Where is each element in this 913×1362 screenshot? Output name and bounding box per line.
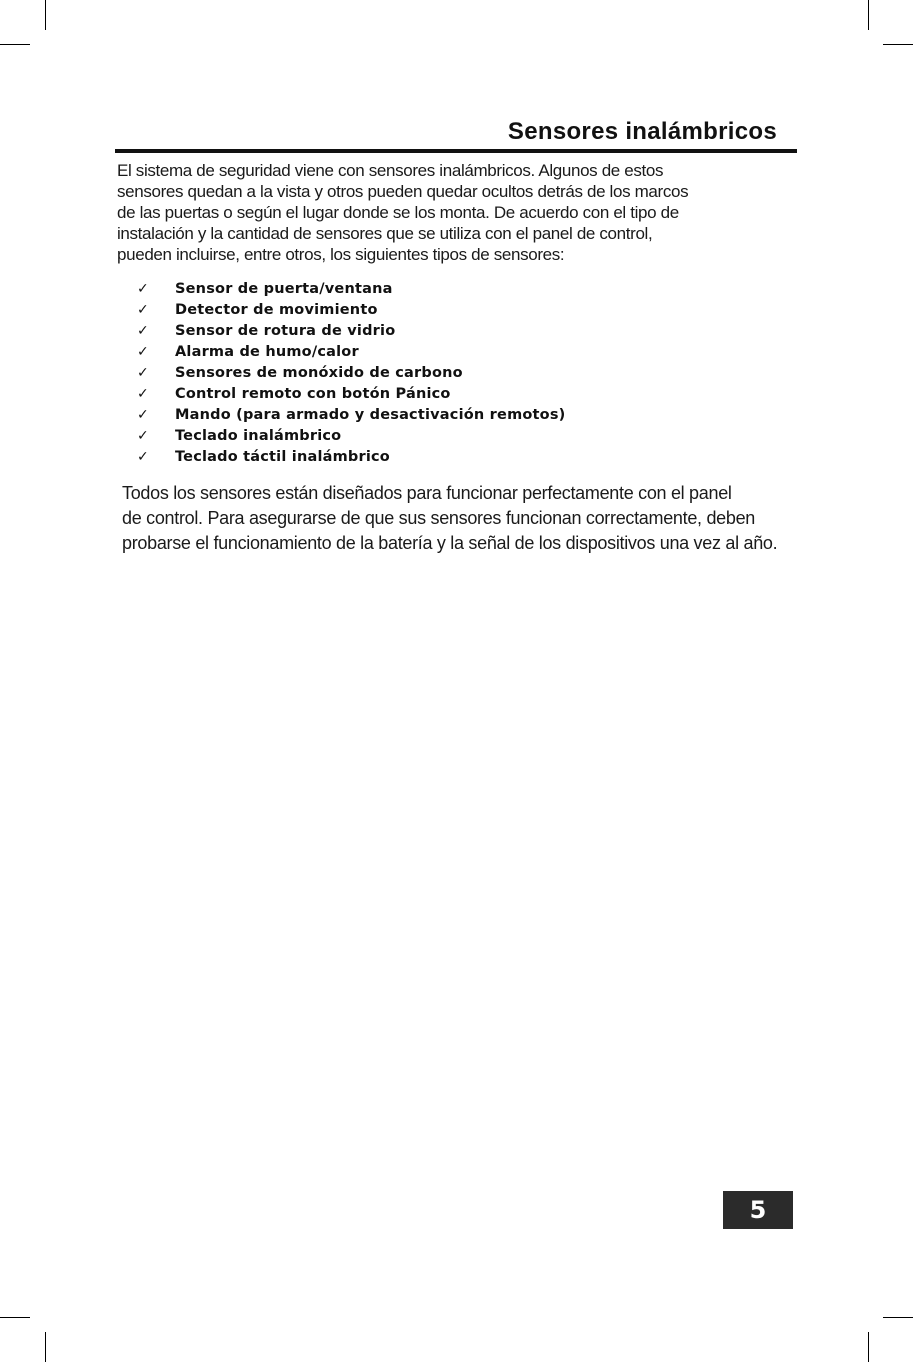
list-item xyxy=(137,341,566,362)
list-item xyxy=(137,425,566,446)
list-item xyxy=(137,446,566,467)
list-item xyxy=(137,299,566,320)
checkmark-icon: ✓ xyxy=(137,301,149,318)
list-item-label: Detector de movimiento xyxy=(175,301,378,318)
page-title: Sensores inalámbricos xyxy=(507,118,777,145)
list-item-label: Sensores de monóxido de carbono xyxy=(175,364,463,381)
checkmark-icon: ✓ xyxy=(137,343,149,360)
intro-line: pueden incluirse, entre otros, los siguientes tipos de sensores: xyxy=(117,245,565,264)
crop-mark xyxy=(45,0,46,30)
intro-line: El sistema de seguridad viene con sensores inalámbricos. Algunos de estos xyxy=(117,161,664,180)
title-underline xyxy=(115,149,797,153)
list-item xyxy=(137,320,566,341)
list-item xyxy=(137,404,566,425)
list-item-label: Sensor de puerta/ventana xyxy=(175,280,393,297)
page-number-badge xyxy=(723,1191,793,1229)
list-item-label: Teclado inalámbrico xyxy=(175,427,342,444)
page-number: 5 xyxy=(749,1196,767,1224)
checkmark-icon: ✓ xyxy=(137,406,149,423)
closing-line: probarse el funcionamiento de la batería y la señal de los dispositivos una vez al año. xyxy=(122,533,778,553)
closing-line: de control. Para asegurarse de que sus sensores funcionan correctamente, deben xyxy=(122,508,756,528)
crop-mark xyxy=(0,44,30,45)
crop-mark xyxy=(0,1317,30,1318)
list-item-label: Control remoto con botón Pánico xyxy=(175,385,451,402)
sensor-type-list xyxy=(137,278,566,467)
checkmark-icon: ✓ xyxy=(137,364,149,381)
closing-paragraph xyxy=(122,481,852,556)
checkmark-icon: ✓ xyxy=(137,280,149,297)
crop-mark xyxy=(45,1332,46,1362)
crop-mark xyxy=(883,1317,913,1318)
list-item xyxy=(137,362,566,383)
list-item-label: Mando (para armado y desactivación remotos) xyxy=(175,406,566,423)
list-item xyxy=(137,383,566,404)
crop-mark xyxy=(868,0,869,30)
checkmark-icon: ✓ xyxy=(137,448,149,465)
checkmark-icon: ✓ xyxy=(137,322,149,339)
list-item-label: Sensor de rotura de vidrio xyxy=(175,322,396,339)
list-item xyxy=(137,278,566,299)
crop-mark xyxy=(868,1332,869,1362)
list-item-label: Alarma de humo/calor xyxy=(175,343,359,360)
intro-line: de las puertas o según el lugar donde se los monta. De acuerdo con el tipo de xyxy=(117,203,679,222)
list-item-label: Teclado táctil inalámbrico xyxy=(175,448,390,465)
intro-line: instalación y la cantidad de sensores que se utiliza con el panel de control, xyxy=(117,224,653,243)
checkmark-icon: ✓ xyxy=(137,385,149,402)
intro-line: sensores quedan a la vista y otros pueden quedar ocultos detrás de los marcos xyxy=(117,182,689,201)
closing-line: Todos los sensores están diseñados para funcionar perfectamente con el panel xyxy=(122,483,732,503)
intro-paragraph xyxy=(117,160,787,265)
checkmark-icon: ✓ xyxy=(137,427,149,444)
crop-mark xyxy=(883,44,913,45)
